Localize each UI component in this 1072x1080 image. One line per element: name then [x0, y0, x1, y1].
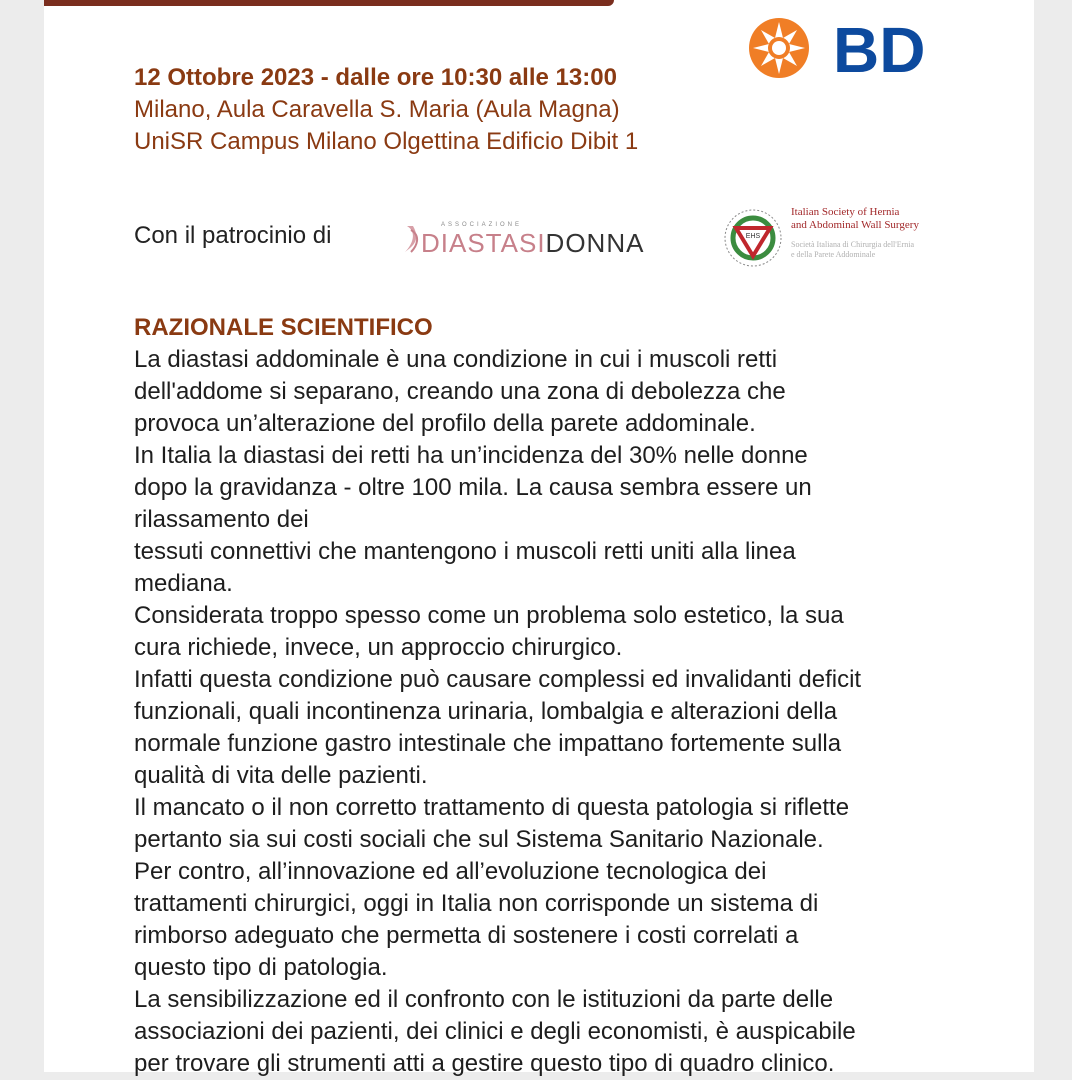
- body-line: La sensibilizzazione ed il confronto con le istituzioni da parte delle: [134, 986, 834, 1013]
- body-line: Considerata troppo spesso come un problema solo estetico, la sua: [134, 602, 844, 629]
- diastasi-donna-logo: [399, 212, 669, 262]
- body-line: dell'addome si separano, creando una zona di debolezza che: [134, 378, 786, 405]
- ishaws-name-line1: Italian Society of Hernia: [791, 206, 900, 218]
- body-line: In Italia la diastasi dei retti ha un’incidenza del 30% nelle donne: [134, 442, 808, 469]
- body-line: normale funzione gastro intestinale che impattano fortemente sulla: [134, 730, 842, 757]
- ishaws-emblem-icon: [720, 200, 786, 276]
- body-line: Per contro, all’innovazione ed all’evoluzione tecnologica dei: [134, 858, 767, 885]
- body-text: [134, 344, 964, 1080]
- ishaws-sub-line2: e della Parete Addominale: [791, 250, 876, 259]
- body-line: dopo la gravidanza - oltre 100 mila. La causa sembra essere un: [134, 474, 812, 501]
- ishaws-logo: [720, 200, 950, 276]
- flyer-page: [44, 0, 1034, 1077]
- body-line: Infatti questa condizione può causare complessi ed invalidanti deficit: [134, 666, 862, 693]
- bd-wordmark: BD: [833, 14, 926, 86]
- ishaws-name-line2: and Abdominal Wall Surgery: [791, 219, 919, 231]
- body-line: cura richiede, invece, un approccio chirurgico.: [134, 634, 623, 661]
- ishaws-badge-text: EHS: [745, 233, 761, 240]
- diastasi-donna-text: DONNA: [545, 228, 645, 258]
- body-line: funzionali, quali incontinenza urinaria, lombalgia e alterazioni della: [134, 698, 838, 725]
- body-line: La diastasi addominale è una condizione in cui i muscoli retti: [134, 346, 778, 373]
- diastasi-main-text: DIASTASI: [421, 228, 546, 258]
- event-info: [134, 62, 638, 158]
- body-line: trattamenti chirurgici, oggi in Italia non corrisponde un sistema di: [134, 890, 819, 917]
- svg-text:DIASTASIDONNA: [421, 228, 644, 258]
- body-line: tessuti connettivi che mantengono i muscoli retti uniti alla linea: [134, 538, 796, 565]
- patronage-label: Con il patrocinio di: [134, 222, 332, 249]
- top-color-band: [44, 0, 614, 6]
- section-title: RAZIONALE SCIENTIFICO: [134, 314, 433, 341]
- body-line: Il mancato o il non corretto trattamento di questa patologia si riflette: [134, 794, 850, 821]
- ishaws-sub-line1: Società Italiana di Chirurgia dell'Ernia: [791, 240, 915, 249]
- body-line: questo tipo di patologia.: [134, 954, 388, 981]
- diastasi-small-text: ASSOCIAZIONE: [441, 222, 523, 228]
- body-line: qualità di vita delle pazienti.: [134, 762, 428, 789]
- bd-logo: [741, 8, 951, 88]
- body-line: associazioni dei pazienti, dei clinici e degli economisti, è auspicabile: [134, 1018, 856, 1045]
- bd-sunburst-icon: [749, 18, 809, 78]
- body-line: rilassamento dei: [134, 506, 309, 533]
- event-date: 12 Ottobre 2023 - dalle ore 10:30 alle 13:00: [134, 64, 617, 91]
- body-line: provoca un’alterazione del profilo della parete addominale.: [134, 410, 756, 437]
- body-line: rimborso adeguato che permetta di sostenere i costi correlati a: [134, 922, 799, 949]
- body-line: pertanto sia sui costi sociali che sul Sistema Sanitario Nazionale.: [134, 826, 824, 853]
- event-venue: Milano, Aula Caravella S. Maria (Aula Magna): [134, 96, 620, 123]
- body-line: per trovare gli strumenti atti a gestire questo tipo di quadro clinico.: [134, 1050, 835, 1077]
- event-campus: UniSR Campus Milano Olgettina Edificio Dibit 1: [134, 128, 639, 155]
- body-line: mediana.: [134, 570, 233, 597]
